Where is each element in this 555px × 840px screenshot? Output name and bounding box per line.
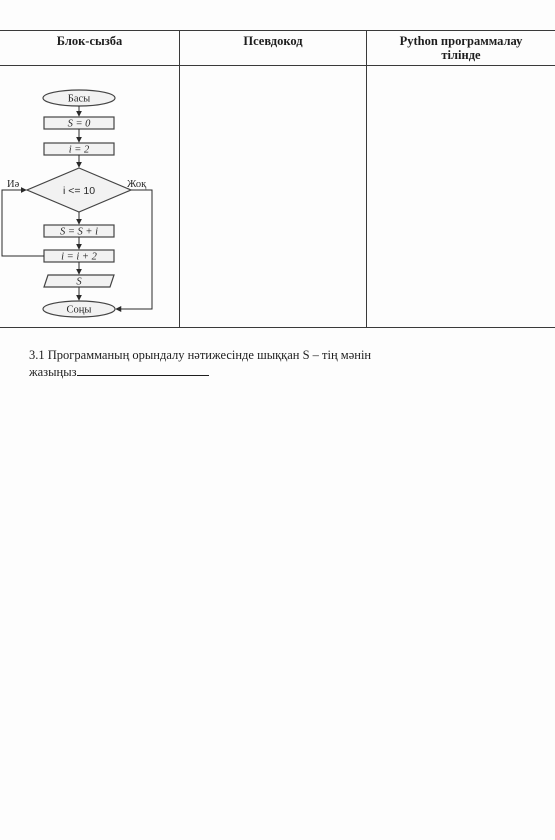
table-top-border	[0, 30, 555, 31]
condition-label: i <= 10	[62, 185, 96, 197]
start-label: Басы	[67, 93, 91, 105]
header-python-line1: Python программалау	[399, 34, 523, 48]
output-label: S	[76, 276, 82, 288]
header-pseudocode: Псевдокод	[243, 34, 303, 48]
init-i-label: i = 2	[68, 144, 90, 156]
update-s-label: S = S + i	[59, 226, 99, 238]
table-header-divider	[0, 65, 555, 66]
answer-blank[interactable]	[77, 365, 209, 376]
table-col-divider-1	[179, 30, 180, 328]
init-s-label: S = 0	[67, 118, 91, 130]
question-line-1: 3.1 Программаның орындалу нәтижесінде шыққан S – тің мәнін	[29, 348, 372, 362]
question-line-2	[29, 364, 529, 381]
question-prompt: жазыңыз	[29, 365, 77, 379]
end-label: Соңы	[66, 304, 92, 316]
header-python	[367, 34, 555, 62]
flowchart	[0, 80, 179, 327]
header-block-diagram: Блок-сызба	[56, 34, 123, 48]
table-bottom-border	[0, 327, 555, 328]
no-label: Жоқ	[127, 179, 147, 190]
header-python-line2: тілінде	[441, 48, 481, 62]
update-i-label: i = i + 2	[61, 251, 97, 263]
question-block	[29, 347, 529, 381]
table-col-divider-2	[366, 30, 367, 328]
yes-label: Иә	[7, 179, 20, 190]
